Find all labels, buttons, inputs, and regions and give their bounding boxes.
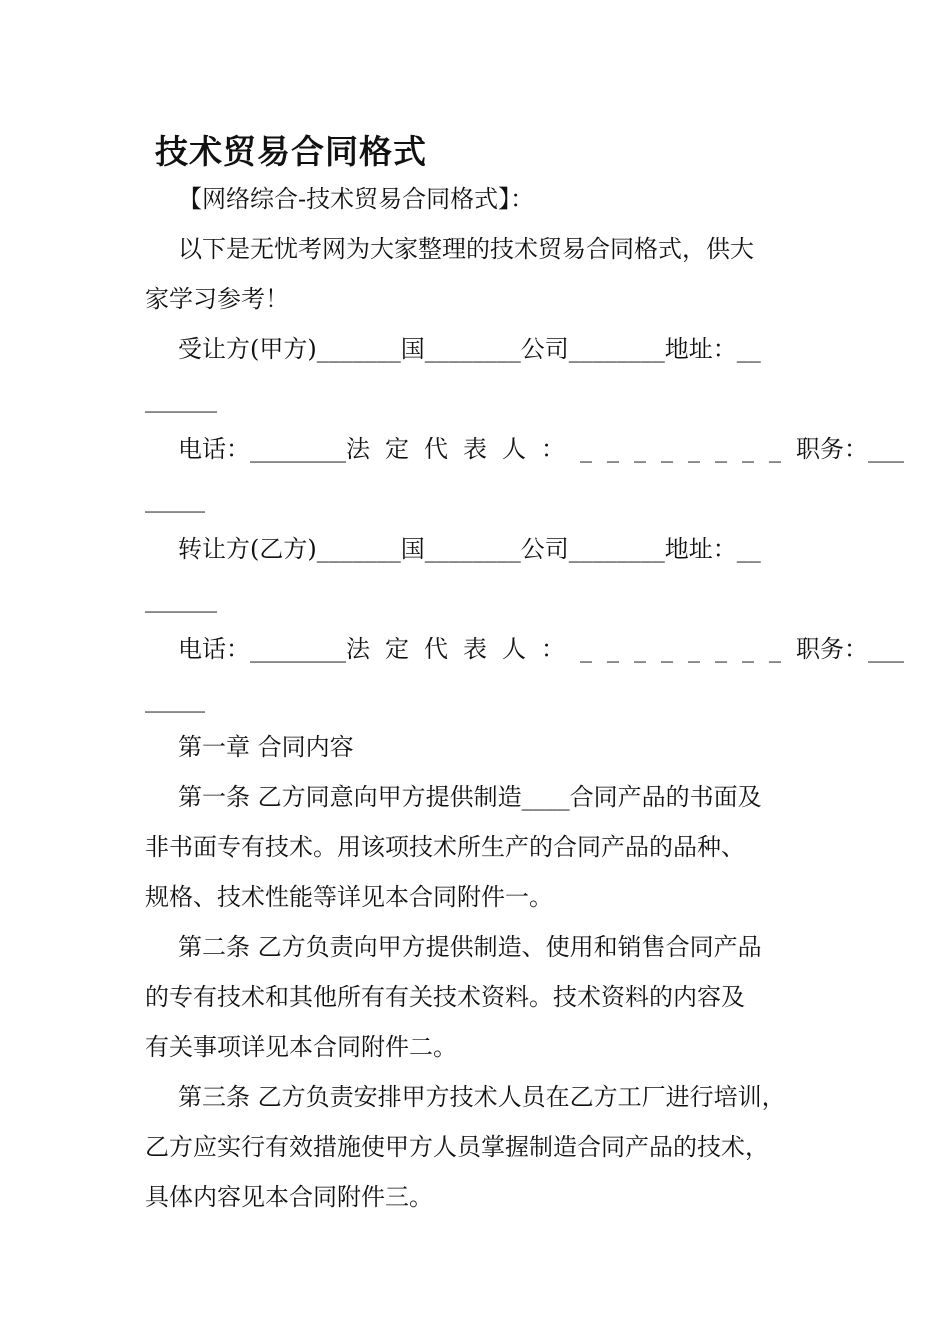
chapter-1-heading: 第一章 合同内容 [178, 733, 354, 761]
party-b-representative: 法定代表人：________ [346, 635, 796, 663]
party-a-contact-row [178, 424, 904, 474]
source-line: 【网络综合-技术贸易合同格式】： [178, 185, 535, 213]
party-b-phone: 电话：________ [178, 635, 346, 663]
article-2-line-1: 第二条 乙方负责向甲方提供制造、使用和销售合同产品 [178, 933, 762, 961]
article-1-line-2: 非书面专有技术。用该项技术所生产的合同产品的品种、 [145, 833, 745, 861]
party-b-line-2: ______ [145, 585, 217, 613]
party-a-phone: 电话：________ [178, 435, 346, 463]
article-3-line-3: 具体内容见本合同附件三。 [145, 1183, 433, 1211]
article-1-line-1: 第一条 乙方同意向甲方提供制造____合同产品的书面及 [178, 783, 762, 811]
intro-line-1: 以下是无忧考网为大家整理的技术贸易合同格式，供大 [178, 235, 754, 263]
party-a-position: 职务：___ [796, 435, 904, 463]
party-b-line-4: _____ [145, 685, 205, 713]
document-title: 技术贸易合同格式 [155, 132, 427, 171]
article-3-line-1: 第三条 乙方负责安排甲方技术人员在乙方工厂进行培训， [178, 1083, 786, 1111]
article-1-line-3: 规格、技术性能等详见本合同附件一。 [145, 883, 553, 911]
party-a-representative: 法定代表人：________ [346, 435, 796, 463]
party-b-position: 职务：___ [796, 635, 904, 663]
article-2-line-3: 有关事项详见本合同附件二。 [145, 1033, 457, 1061]
party-b-contact-row [178, 624, 904, 674]
article-2-line-2: 的专有技术和其他所有有关技术资料。技术资料的内容及 [145, 983, 745, 1011]
party-b-line-1: 转让方(乙方)_______国________公司________地址：__ [178, 535, 761, 563]
article-3-line-2: 乙方应实行有效措施使甲方人员掌握制造合同产品的技术， [145, 1133, 769, 1161]
intro-line-2: 家学习参考！ [145, 285, 289, 313]
party-a-line-4: _____ [145, 485, 205, 513]
party-a-line-1: 受让方(甲方)_______国________公司________地址：__ [178, 335, 761, 363]
party-a-line-2: ______ [145, 385, 217, 413]
